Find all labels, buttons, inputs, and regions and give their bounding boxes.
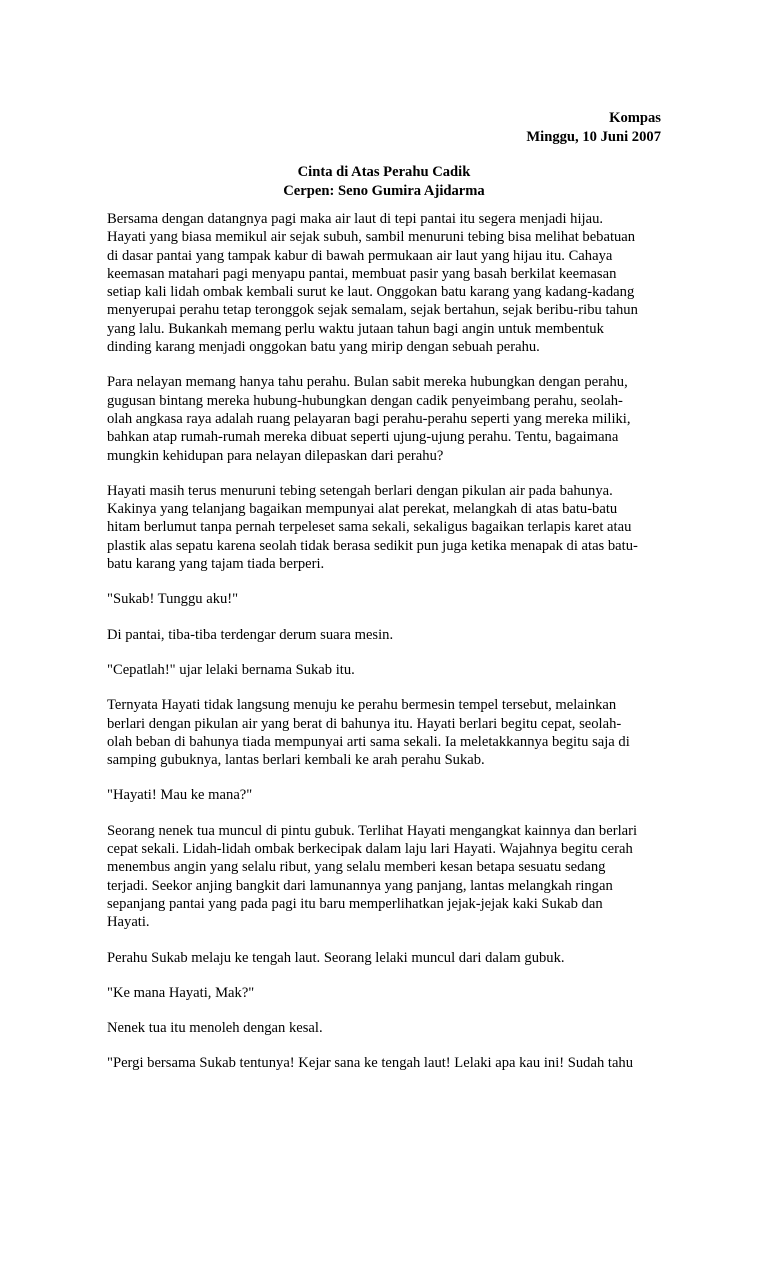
text-line: olah beban di bahunya tiada mempunyai arti sama sekali. Ia meletakkannya begitu saja di <box>107 733 630 750</box>
text-line: Di pantai, tiba-tiba terdengar derum suara mesin. <box>107 626 394 643</box>
text-line: keemasan matahari pagi menyapu pantai, membuat pasir yang basah berkilat keemasan <box>107 265 617 282</box>
text-line: Nenek tua itu menoleh dengan kesal. <box>107 1020 323 1037</box>
text-line: bahkan atap rumah-rumah mereka dibuat seperti ujung-ujung perahu. Tentu, bagaimana <box>107 429 619 446</box>
text-line: batu karang yang tajam tiada berperi. <box>107 556 325 573</box>
paragraph <box>107 822 667 932</box>
publication-date: Minggu, 10 Juni 2007 <box>526 129 661 145</box>
paragraph <box>107 949 667 967</box>
text-line: Bersama dengan datangnya pagi maka air laut di tepi pantai itu segera menjadi hijau. <box>107 211 604 227</box>
text-line: terjadi. Seekor anjing bangkit dari lamunannya yang panjang, lantas melangkah ringan <box>107 877 613 894</box>
text-line: Perahu Sukab melaju ke tengah laut. Seorang lelaki muncul dari dalam gubuk. <box>107 949 565 966</box>
paragraph <box>107 786 667 804</box>
text-line: "Sukab! Tunggu aku!" <box>107 591 239 608</box>
text-line: plastik alas sepatu karena seolah tidak berasa sedikit pun juga ketika menapak di atas batu- <box>107 537 638 554</box>
paragraph <box>107 696 667 769</box>
text-line: Hayati masih terus menuruni tebing setengah berlari dengan pikulan air pada bahunya. <box>107 482 613 499</box>
text-line: Kakinya yang telanjang bagaikan mempunyai alat perekat, melangkah di atas batu-batu <box>107 501 618 518</box>
text-line: yang lalu. Bukankah memang perlu waktu jutaan tahun bagi angin untuk membentuk <box>107 320 604 337</box>
paragraph <box>107 590 667 608</box>
text-line: "Ke mana Hayati, Mak?" <box>107 984 255 1001</box>
source-name: Kompas <box>609 110 661 126</box>
text-line: samping gubuknya, lantas berlari kembali ke arah perahu Sukab. <box>107 752 485 769</box>
paragraph <box>107 626 667 644</box>
paragraph <box>107 210 667 356</box>
text-line: dinding karang menjadi onggokan batu yang mirip dengan sebuah perahu. <box>107 339 540 356</box>
paragraph <box>107 661 667 679</box>
text-line: cepat sekali. Lidah-lidah ombak berkecipak dalam laju lari Hayati. Wajahnya begitu cerah <box>107 841 633 858</box>
paragraph <box>107 984 667 1002</box>
text-line: "Pergi bersama Sukab tentunya! Kejar sana ke tengah laut! Lelaki apa kau ini! Sudah tahu <box>107 1055 634 1072</box>
text-line: Ternyata Hayati tidak langsung menuju ke perahu bermesin tempel tersebut, melainkan <box>107 697 617 714</box>
paragraph <box>107 373 667 464</box>
text-line: menembus angin yang selalu ribut, yang selalu memberi kesan betapa sesuatu sedang <box>107 859 606 876</box>
text-line: olah angkasa raya adalah ruang pelayaran bagi perahu-perahu seperti yang mereka miliki, <box>107 410 631 427</box>
paragraph <box>107 1054 667 1072</box>
paragraph <box>107 1019 667 1037</box>
text-line: menyerupai perahu tetap teronggok sejak semalam, sejak bertahun, sejak beribu-ribu tahun <box>107 302 638 319</box>
text-line: Hayati yang biasa memikul air sejak subuh, sambil menuruni tebing bisa melihat bebatuan <box>107 229 636 246</box>
text-line: Para nelayan memang hanya tahu perahu. Bulan sabit mereka hubungkan dengan perahu, <box>107 374 628 391</box>
text-line: Seorang nenek tua muncul di pintu gubuk. Terlihat Hayati mengangkat kainnya dan berlari <box>107 822 638 839</box>
text-line: mungkin kehidupan para nelayan dilepaskan dari perahu? <box>107 447 444 464</box>
story-body <box>107 210 667 1090</box>
text-line: hitam berlumut tanpa pernah terpeleset sama sekali, sekaligus bagaikan terlapis karet atau <box>107 519 632 536</box>
text-line: di dasar pantai yang tampak kabur di bawah permukaan air laut yang hijau itu. Cahaya <box>107 247 613 264</box>
text-line: sepanjang pantai yang pada pagi itu baru memperlihatkan jejak-jejak kaki Sukab dan <box>107 895 603 912</box>
text-line: setiap kali lidah ombak kembali surut ke laut. Onggokan batu karang yang kadang-kadang <box>107 284 635 301</box>
text-line: "Hayati! Mau ke mana?" <box>107 787 253 804</box>
text-line: berlari dengan pikulan air yang berat di bahunya itu. Hayati berlari begitu cepat, seolah- <box>107 715 622 732</box>
story-title: Cinta di Atas Perahu Cadik <box>297 164 471 180</box>
text-line: "Cepatlah!" ujar lelaki bernama Sukab itu. <box>107 661 355 678</box>
text-line: Hayati. <box>107 914 150 931</box>
title-block <box>0 163 768 201</box>
story-byline: Cerpen: Seno Gumira Ajidarma <box>283 183 485 199</box>
text-line: gugusan bintang mereka hubung-hubungkan dengan cadik penyeimbang perahu, seolah- <box>107 392 623 409</box>
header-block <box>526 109 661 147</box>
paragraph <box>107 482 667 573</box>
